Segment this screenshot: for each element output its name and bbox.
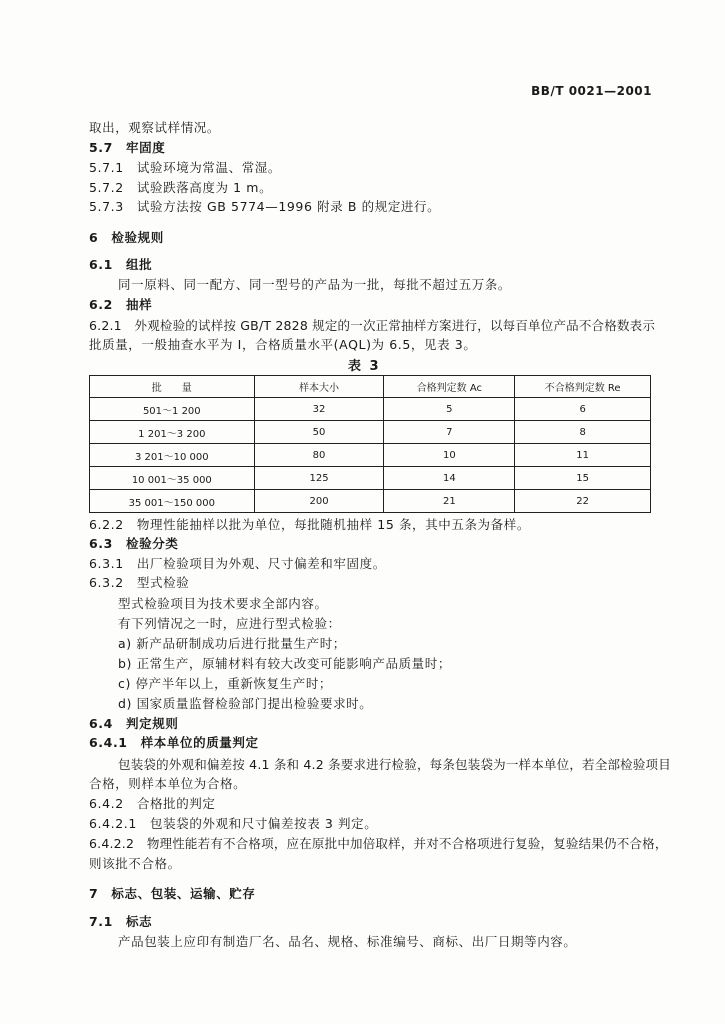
table-cell: 22 <box>515 490 651 513</box>
text-line: 6.4.2 合格批的判定 <box>89 796 216 811</box>
table-row <box>90 490 651 513</box>
text-line: 6.2.1 外观检验的试样按 GB/T 2828 规定的一次正常抽样方案进行，以每百单位产品不合格数表示 <box>89 318 656 333</box>
text-line: 取出，观察试样情况。 <box>89 120 221 135</box>
section-heading: 6.3 检验分类 <box>89 536 179 551</box>
table-row <box>90 444 651 467</box>
standard-code: BB/T 0021—2001 <box>531 84 652 98</box>
list-item: b) 正常生产，原辅材料有较大改变可能影响产品质量时； <box>118 656 451 671</box>
text-line: 5.7.3 试验方法按 GB 5774—1996 附录 B 的规定进行。 <box>89 199 441 214</box>
section-heading: 5.7 牢固度 <box>89 140 166 155</box>
table-cell: 10 001～35 000 <box>90 467 255 490</box>
table-header-cell: 样本大小 <box>254 376 384 398</box>
section-heading: 6.4 判定规则 <box>89 716 179 731</box>
list-item: a) 新产品研制成功后进行批量生产时； <box>118 636 346 651</box>
text-line: 6.3.2 型式检验 <box>89 575 190 590</box>
section-heading: 7.1 标志 <box>89 914 153 929</box>
table-cell: 8 <box>515 421 651 444</box>
table-cell: 200 <box>254 490 384 513</box>
table-cell: 5 <box>384 398 515 421</box>
table-row <box>90 398 651 421</box>
list-item: c) 停产半年以上，重新恢复生产时； <box>118 676 333 691</box>
chapter-heading: 6 检验规则 <box>89 230 164 245</box>
text-line: 5.7.2 试验跌落高度为 1 m。 <box>89 180 273 195</box>
table-cell: 501～1 200 <box>90 398 255 421</box>
sampling-table <box>89 375 651 513</box>
table-cell: 11 <box>515 444 651 467</box>
table-row <box>90 467 651 490</box>
text-line: 则该批不合格。 <box>89 856 181 871</box>
table-cell: 6 <box>515 398 651 421</box>
text-line: 有下列情况之一时，应进行型式检验： <box>118 616 341 631</box>
text-line: 包装袋的外观和偏差按 4.1 条和 4.2 条要求进行检验，每条包装袋为一样本单位，若全部检验项目 <box>118 757 671 772</box>
table-cell: 80 <box>254 444 384 467</box>
table-cell: 10 <box>384 444 515 467</box>
table-cell: 32 <box>254 398 384 421</box>
table-cell: 21 <box>384 490 515 513</box>
table-cell: 1 201～3 200 <box>90 421 255 444</box>
text-line: 6.4.2.1 包装袋的外观和尺寸偏差按表 3 判定。 <box>89 816 378 831</box>
text-line: 5.7.1 试验环境为常温、常湿。 <box>89 160 282 175</box>
table-title: 表 3 <box>348 359 381 374</box>
table-cell: 125 <box>254 467 384 490</box>
section-heading: 6.2 抽样 <box>89 297 153 312</box>
table-cell: 7 <box>384 421 515 444</box>
list-item: d) 国家质量监督检验部门提出检验要求时。 <box>118 696 373 711</box>
section-heading: 6.4.1 样本单位的质量判定 <box>89 735 259 750</box>
text-line: 型式检验项目为技术要求全部内容。 <box>118 596 328 611</box>
table-cell: 3 201～10 000 <box>90 444 255 467</box>
chapter-heading: 7 标志、包装、运输、贮存 <box>89 886 256 901</box>
section-heading: 6.1 组批 <box>89 257 153 272</box>
text-line: 6.2.2 物理性能抽样以批为单位，每批随机抽样 15 条，其中五条为备样。 <box>89 517 530 532</box>
text-line: 同一原料、同一配方、同一型号的产品为一批，每批不超过五万条。 <box>118 277 512 292</box>
text-line: 产品包装上应印有制造厂名、品名、规格、标准编号、商标、出厂日期等内容。 <box>118 934 577 949</box>
table-cell: 50 <box>254 421 384 444</box>
text-line: 6.3.1 出厂检验项目为外观、尺寸偏差和牢固度。 <box>89 556 386 571</box>
table-header-cell: 批 量 <box>90 376 255 398</box>
table-header-cell: 不合格判定数 Re <box>515 376 651 398</box>
table-cell: 35 001～150 000 <box>90 490 255 513</box>
table-row <box>90 421 651 444</box>
text-line: 合格，则样本单位为合格。 <box>89 776 247 791</box>
table-header-cell: 合格判定数 Ac <box>384 376 515 398</box>
text-line: 批质量，一般抽查水平为 I，合格质量水平(AQL)为 6.5，见表 3。 <box>89 337 477 352</box>
text-line: 6.4.2.2 物理性能若有不合格项，应在原批中加倍取样，并对不合格项进行复验，复验结果仍不合格， <box>89 836 668 851</box>
table-cell: 15 <box>515 467 651 490</box>
table-cell: 14 <box>384 467 515 490</box>
table-header-row <box>90 376 651 398</box>
